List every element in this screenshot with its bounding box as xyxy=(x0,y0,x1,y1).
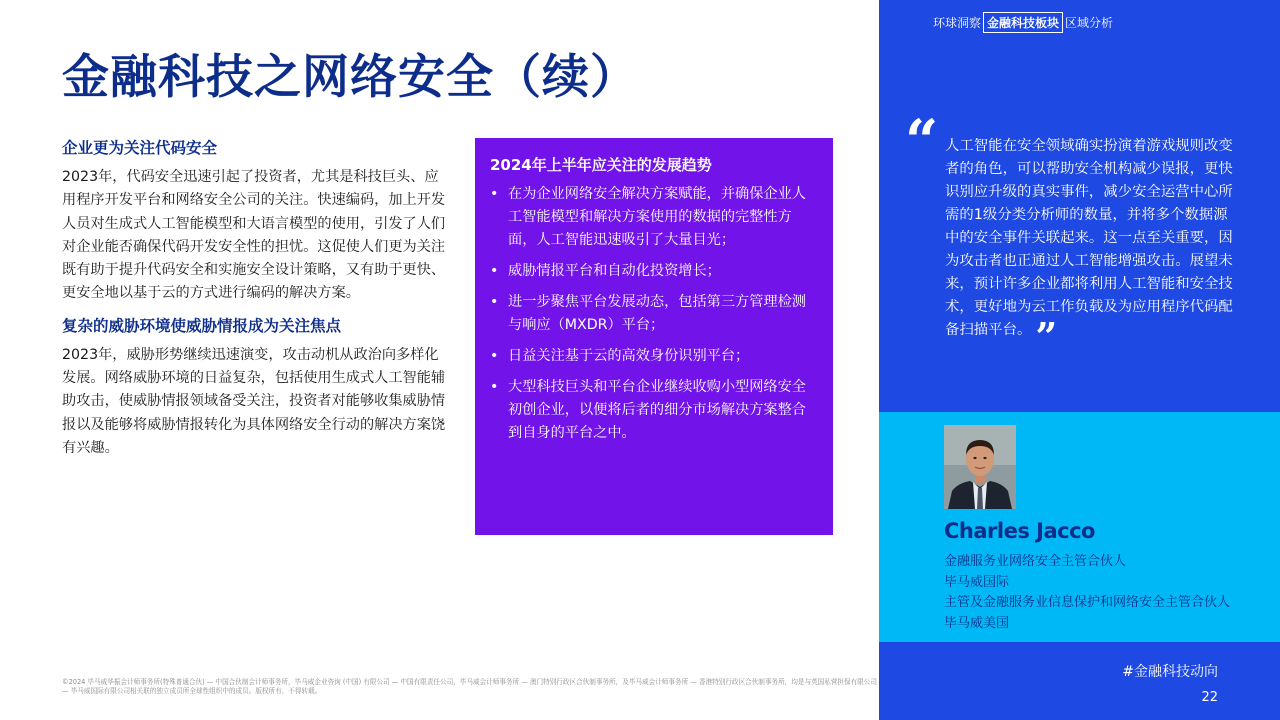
portrait-image xyxy=(944,425,1016,509)
trends-box xyxy=(475,138,833,535)
quote-text: 人工智能在安全领域确实扮演着游戏规则改变者的角色，可以帮助安全机构减少误报，更快识别应升级的真实事件，减少安全运营中心所需的1级分类分析师的数量，并将多个数据源中的安全事件关联起来。这一点至关重要，因为攻击者也正通过人工智能增强攻击。展望未来，预计许多企业都将利用人工智能和安全技术，更好地为云工作负载及为应用程序代码配备扫描平台。 ” xyxy=(945,138,1233,359)
trend-item: • 在为企业网络安全解决方案赋能，并确保企业人工智能模型和解决方案使用的数据的完整性方面，人工智能迅速吸引了大量目光； xyxy=(490,183,819,252)
role-line: 毕马威美国 xyxy=(944,616,1010,632)
section-body-threat-intel: 2023年，威胁形势继续迅速演变，攻击动机从政治向多样化发展。网络威胁环境的日益复杂，包括使用生成式人工智能辅助攻击，使威胁情报领域备受关注，投资者对能够收集威胁情报以及能够将威胁情报转化为具体网络安全行动的解决方案饶有兴趣。 xyxy=(62,346,446,456)
avatar xyxy=(944,425,1016,509)
trend-item: • 威胁情报平台和自动化投资增长； xyxy=(490,260,819,283)
trend-item: • 大型科技巨头和平台企业继续收购小型网络安全初创企业，以便将后者的细分市场解决方案整合到自身的平台之中。 xyxy=(490,376,819,445)
section-body-code-security: 2023年，代码安全迅速引起了投资者，尤其是科技巨头、应用程序开发平台和网络安全公司的关注。快速编码，加上开发人员对生成式人工智能模型和大语言模型的使用，引发了人们对企业能否确保代码开发安全性的担忧。这促使人们更为关注既有助于提升代码安全和实施安全设计策略，又有助于更快、更安全地以基于云的方式进行编码的解决方案。 xyxy=(62,169,446,302)
hashtag[interactable]: #金融科技动向 xyxy=(1122,664,1218,680)
trend-item: • 日益关注基于云的高效身份识别平台； xyxy=(490,345,819,368)
page-number: 22 xyxy=(1201,690,1218,705)
trend-item: • 进一步聚焦平台发展动态，包括第三方管理检测与响应（MXDR）平台； xyxy=(490,291,819,337)
nav-item-global-insights[interactable]: 环球洞察 xyxy=(933,16,982,30)
trends-list xyxy=(490,183,819,445)
section-nav xyxy=(933,12,1113,33)
person-name: Charles Jacco xyxy=(944,519,1095,543)
section-heading-code-security: 企业更为关注代码安全 xyxy=(62,139,218,157)
nav-item-fintech-sector[interactable]: 金融科技板块 xyxy=(983,12,1063,33)
copyright-footer: ©2024 毕马威华振会计师事务所(特殊普通合伙) — 中国合伙制会计师事务所，毕马威企业咨询 (中国) 有限公司 — 中国有限责任公司，毕马威会计师事务所 — 澳门特别行政区合伙制事务所，及毕马威会计师事务所 — 香港特别行政区合伙制事务所，均是与英国私营担保有限公司 — 毕马威国际有限公司相关联的独立成员所全球性组织中的成员。版权所有，不得转载。 xyxy=(62,678,877,695)
nav-item-regional-analysis[interactable]: 区域分析 xyxy=(1065,16,1114,30)
open-quote-icon: “ xyxy=(905,107,939,175)
trends-heading: 2024年上半年应关注的发展趋势 xyxy=(490,156,712,174)
role-line: 主管及金融服务业信息保护和网络安全主管合伙人 xyxy=(944,595,1231,611)
role-line: 金融服务业网络安全主管合伙人 xyxy=(944,554,1127,569)
quote-body: 人工智能在安全领域确实扮演着游戏规则改变者的角色，可以帮助安全机构减少误报，更快识别应升级的真实事件，减少安全运营中心所需的1级分类分析师的数量，并将多个数据源中的安全事件关联起来。这一点至关重要，因为攻击者也正通过人工智能增强攻击。展望未来，预计许多企业都将利用人工智能和安全技术，更好地为云工作负载及为应用程序代码配备扫描平台。 xyxy=(945,138,1233,338)
left-column xyxy=(62,136,452,468)
footer-panel xyxy=(879,642,1280,720)
section-heading-threat-intel: 复杂的威胁环境使威胁情报成为关注焦点 xyxy=(62,316,342,335)
role-line: 毕马威国际 xyxy=(944,574,1010,590)
person-roles xyxy=(944,552,1230,635)
page-title: 金融科技之网络安全（续） xyxy=(62,50,638,105)
